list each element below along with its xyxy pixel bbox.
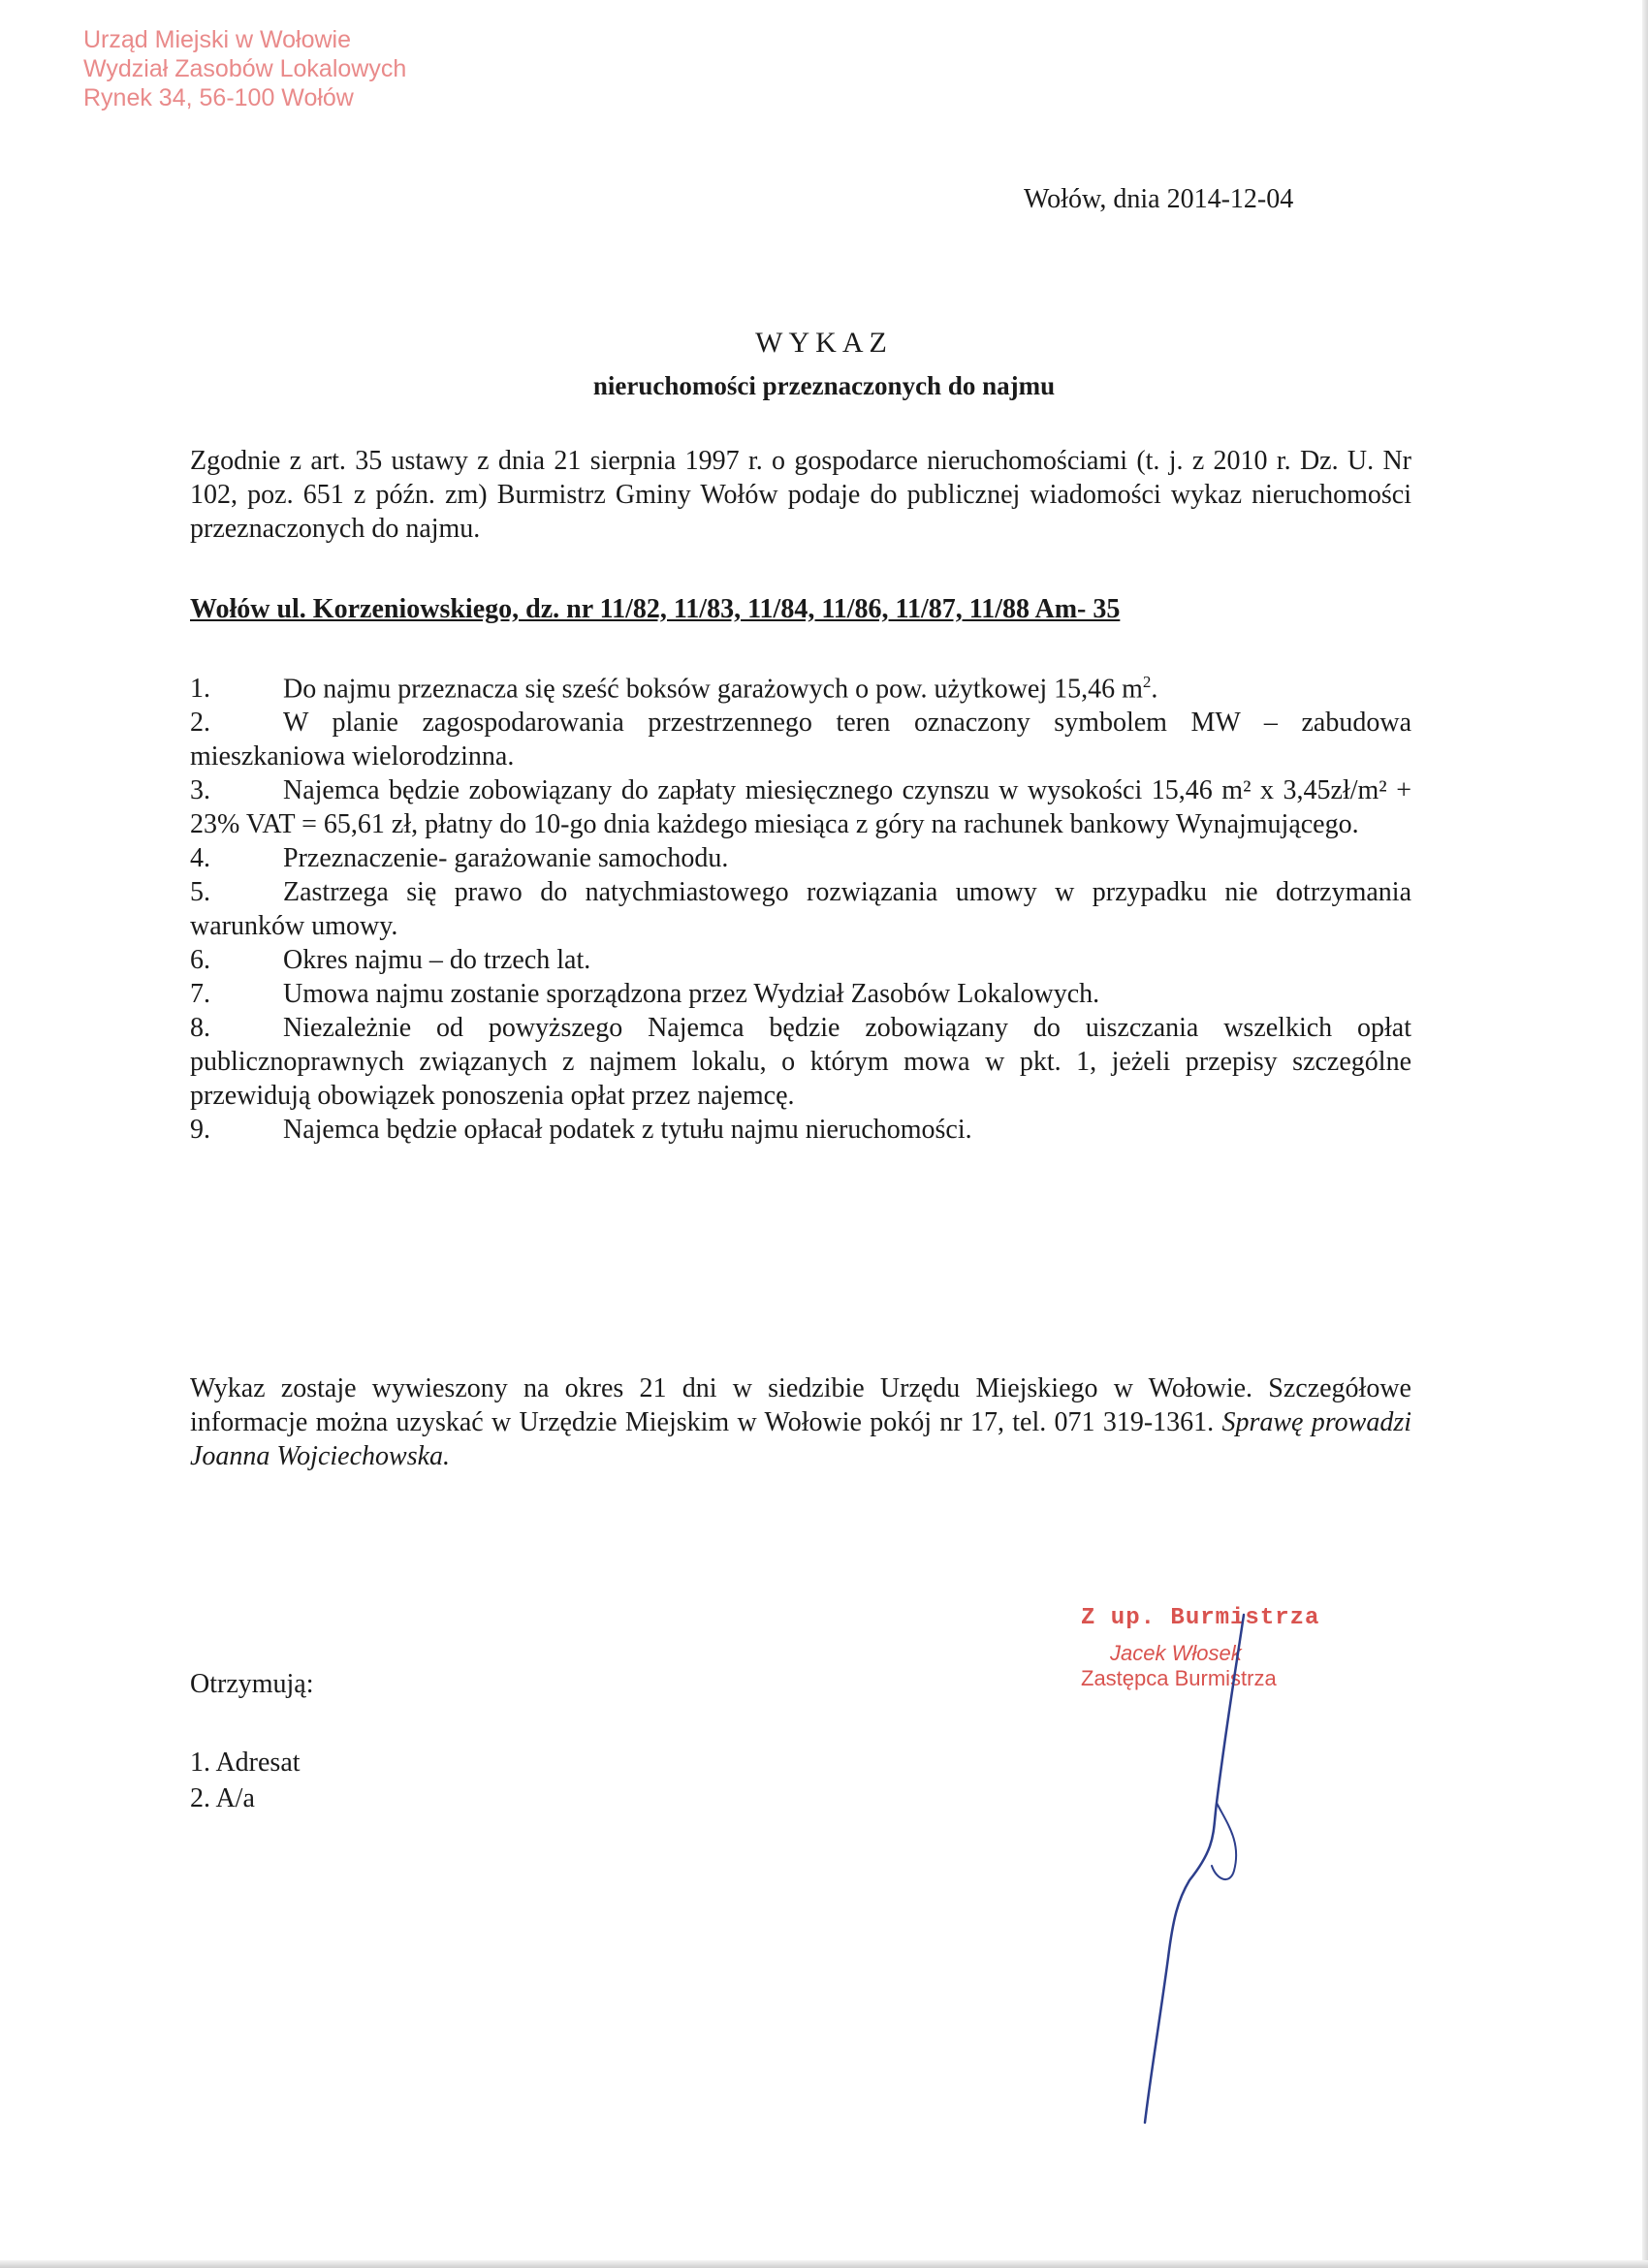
item-number: 2.: [190, 708, 210, 739]
intro-paragraph: Zgodnie z art. 35 ustawy z dnia 21 sierpnia 1997 r. o gospodarce nieruchomościami (t. j. z 2010 r. Dz. U. Nr 102, poz. 651 z późn. zm) Burmistrz Gminy Wołów podaje do publicznej wiadomości wykaz nieruchomości przeznaczonych do najmu.: [190, 446, 1411, 544]
document-date: Wołów, dnia 2014-12-04: [1024, 184, 1294, 214]
stamp-authority: Z up. Burmistrza: [1081, 1605, 1320, 1631]
handwritten-signature: [1071, 1590, 1323, 2132]
item-text: Najemca będzie zobowiązany do zapłaty miesięcznego czynszu w wysokości 15,46 m² x 3,45zł/m² + 23% VAT = 65,61 zł, płatny do 10-go dnia każdego miesiąca z góry na rachunek bankowy Wynajmującego.: [190, 775, 1411, 840]
item-text: Do najmu przeznacza się sześć boksów garażowych o pow. użytkowej 15,46 m: [283, 674, 1143, 705]
item-number: 5.: [190, 877, 210, 908]
office-address: Rynek 34, 56-100 Wołów: [83, 84, 354, 111]
list-item: [190, 841, 1411, 875]
item-superscript: 2: [1142, 673, 1152, 691]
document-subtitle: nieruchomości przeznaczonych do najmu: [592, 371, 1056, 400]
list-item: [190, 665, 1411, 706]
item-text: Umowa najmu zostanie sporządzona przez Wydział Zasobów Lokalowych.: [283, 979, 1100, 1010]
recipient-item: 2. A/a: [190, 1783, 255, 1813]
item-text: Zastrzega się prawo do natychmiastowego rozwiązania umowy w przypadku nie dotrzymania warunków umowy.: [190, 877, 1411, 942]
item-number: 4.: [190, 843, 210, 874]
item-number: 9.: [190, 1115, 210, 1146]
item-number: 7.: [190, 979, 210, 1010]
scan-edge-bottom: [0, 2260, 1648, 2268]
list-item: [190, 875, 1411, 943]
list-item: [190, 943, 1411, 977]
list-item: [190, 977, 1411, 1011]
item-number: 1.: [190, 674, 210, 705]
item-number: 6.: [190, 945, 210, 976]
item-text: Najemca będzie opłacał podatek z tytułu najmu nieruchomości.: [283, 1115, 972, 1146]
case-handler-note: Sprawę prowadzi Joanna Wojciechowska.: [190, 1407, 1411, 1471]
department-name: Wydział Zasobów Lokalowych: [83, 55, 407, 82]
office-header-stamp: [83, 25, 406, 112]
item-text: Przeznaczenie- garażowanie samochodu.: [283, 843, 729, 874]
stamp-signer-title: Zastępca Burmistrza: [1081, 1666, 1277, 1690]
list-item: [190, 706, 1411, 773]
recipient-item: 1. Adresat: [190, 1748, 301, 1778]
list-item: [190, 1113, 1411, 1147]
closing-text: Wykaz zostaje wywieszony na okres 21 dni w siedzibie Urzędu Miejskiego w Wołowie. Szczegółowe informacje można uzyskać w Urzędzie Miejskim w Wołowie pokój nr 17, tel. 071 319-1361.: [190, 1373, 1411, 1437]
list-item: [190, 773, 1411, 841]
property-location: Wołów ul. Korzeniowskiego, dz. nr 11/82, 11/83, 11/84, 11/86, 11/87, 11/88 Am- 35: [190, 594, 1121, 624]
item-text: Okres najmu – do trzech lat.: [283, 945, 591, 976]
item-text: W planie zagospodarowania przestrzennego teren oznaczony symbolem MW – zabudowa mieszkaniowa wielorodzinna.: [190, 708, 1411, 772]
closing-paragraph: [190, 1371, 1411, 1473]
item-text-end: .: [1151, 674, 1158, 705]
list-item: [190, 1011, 1411, 1113]
item-text: Niezależnie od powyższego Najemca będzie zobowiązany do uiszczania wszelkich opłat publicznoprawnych związanych z najmem lokalu, o którym mowa w pkt. 1, jeżeli przepisy szczególne przewidują obowiązek ponoszenia opłat przez najemcę.: [190, 1013, 1411, 1112]
conditions-list: [190, 665, 1411, 1147]
document-title: WYKAZ: [755, 327, 893, 359]
item-number: 3.: [190, 775, 210, 806]
item-number: 8.: [190, 1013, 210, 1044]
recipients-heading: Otrzymują:: [190, 1669, 314, 1699]
recipients-list: [190, 1745, 301, 1816]
office-name: Urząd Miejski w Wołowie: [83, 26, 351, 53]
stamp-signer-name: Jacek Włosek: [1110, 1641, 1242, 1665]
